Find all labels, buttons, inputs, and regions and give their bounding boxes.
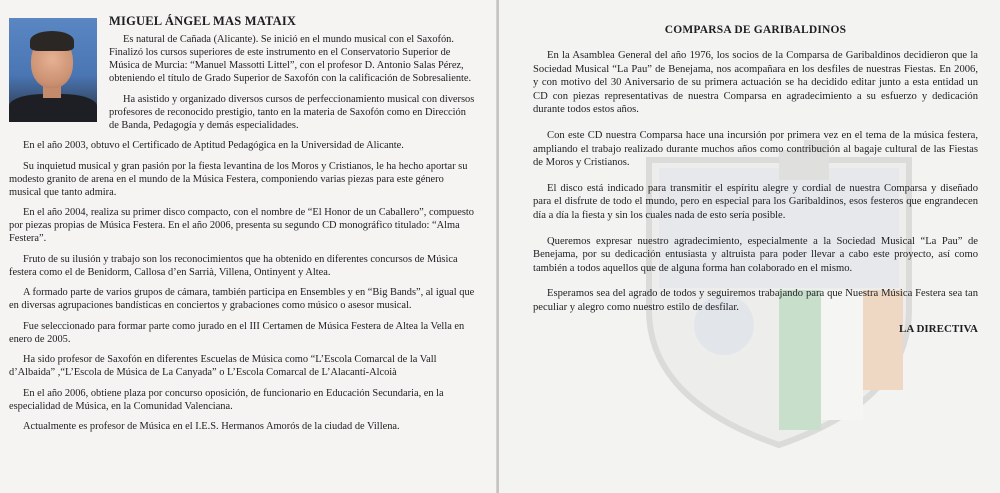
intro-paragraph-1: En la Asamblea General del año 1976, los socios de la Comparsa de Garibaldinos decidieron que la Sociedad Musical “La Pau” de Benejama, nos acompañara en los desfiles de nuestras Fiestas. En 2006, y con motivo del 30 Aniversario de su primera actuación se ha decidido editar junto a esta entidad un CD con piezas representativas de nuestra Comparsa en agradecimiento a su esfuerzo y dedicación durante todos estos años. bbox=[533, 50, 978, 116]
bio-paragraph-4: Su inquietud musical y gran pasión por la fiesta levantina de los Moros y Cristianos, le ha hecho aportar su modesto granito de arena en el mundo de la Música Festera, componiendo varias piezas para este género musical que tanto admira. bbox=[9, 160, 468, 198]
bio-paragraph-9: Ha sido profesor de Saxofón en diferentes Escuelas de Música como “L’Escola Comarcal de la Vall d’Albaida” ,“L’Escola de Música de La Canyada” o L’Escola Comarcal de L’Alacantí-Alcoià bbox=[9, 354, 437, 378]
intro-paragraph-5: Esperamos sea del agrado de todos y seguiremos trabajando para que Nuestra Música Festera sea tan peculiar y alegro como nuestro estilo de desfilar. bbox=[533, 288, 978, 313]
right-page bbox=[499, 0, 1000, 493]
bio-paragraph-2: Ha asistido y organizado diversos cursos de perfeccionamiento musical con diversos profesores de reconocido prestigio, tanto en la materia de Saxofón como en Dirección de Banda, Pedagogía y demás especialidades. bbox=[109, 93, 475, 131]
bio-paragraph-3: En el año 2003, obtuvo el Certificado de Aptitud Pedagógica en la Universidad de Alicante. bbox=[23, 140, 404, 151]
composer-name: MIGUEL ÁNGEL MAS MATAIX bbox=[109, 14, 297, 28]
left-page bbox=[0, 0, 497, 493]
comparsa-title: COMPARSA DE GARIBALDINOS bbox=[664, 24, 847, 36]
intro-paragraph-2: Con este CD nuestra Comparsa hace una incursión por primera vez en el tema de la música festera, ampliando el trabajo realizado durante muchos años como contribución al bagaje cultural de las Fiestas de Moros y Cristianos. bbox=[533, 129, 978, 169]
bio-paragraph-5: En el año 2004, realiza su primer disco compacto, con el nombre de “El Honor de un Caballero”, compuesto por piezas propias de Música Festera. En el año 2006, presenta su segundo CD monográfico titulado: “Alma Festera”. bbox=[9, 207, 474, 244]
bio-paragraph-7: A formado parte de varios grupos de cámara, también participa en Ensembles y en “Big Bands”, al igual que en diversas agrupaciones bandísticas en conciertos y grabaciones como músico o asesor musical. bbox=[9, 287, 475, 311]
bio-paragraph-10: En el año 2006, obtiene plaza por concurso oposición, de funcionario en Educación Secundaria, en la especialidad de Música, en la Comunidad Valenciana. bbox=[9, 387, 444, 412]
bio-paragraph-1: Es natural de Cañada (Alicante). Se inició en el mundo musical con el Saxofón. Finalizó los cursos superiores de este instrumento en el Conservatorio Superior de Música de Murcia: “Manuel Massotti Littel”, con el profesor D. Antonio Salas Pérez, obteniendo el título de Grado Superior de Saxofón con la calificación de Sobresaliente. bbox=[109, 34, 472, 84]
intro-paragraph-3: El disco está indicado para transmitir el espíritu alegre y cordial de nuestra Comparsa y diseñado para el disfrute de todo el mundo, pero en especial para los Garibaldinos, esos festeros que engrandecen día a día la fiesta y sin los cuales nada de esto sería posible. bbox=[533, 182, 978, 221]
bio-paragraph-11: Actualmente es profesor de Música en el I.E.S. Hermanos Amorós de la ciudad de Villena. bbox=[23, 421, 400, 432]
portrait-photo bbox=[9, 18, 97, 122]
bio-paragraph-6: Fruto de su ilusión y trabajo son los reconocimientos que ha obtenido en diferentes concursos de Música festera como el de Benidorm, Callosa d’en Sarrià, Villena, Ontinyent y Altea. bbox=[9, 253, 458, 278]
intro-paragraph-4: Queremos expresar nuestro agradecimiento, especialmente a la Sociedad Musical “La Pau” de Benejama, por su dedicación entusiasta y altruista para poder llevar a cabo este proyecto, así como también a todos aquellos que de alguna forma han colaborado en el mismo. bbox=[533, 235, 978, 274]
bio-paragraph-8: Fue seleccionado para formar parte como jurado en el III Certamen de Música Festera de Altea la Vella en enero de 2005. bbox=[9, 320, 465, 345]
signature: LA DIRECTIVA bbox=[899, 322, 978, 335]
